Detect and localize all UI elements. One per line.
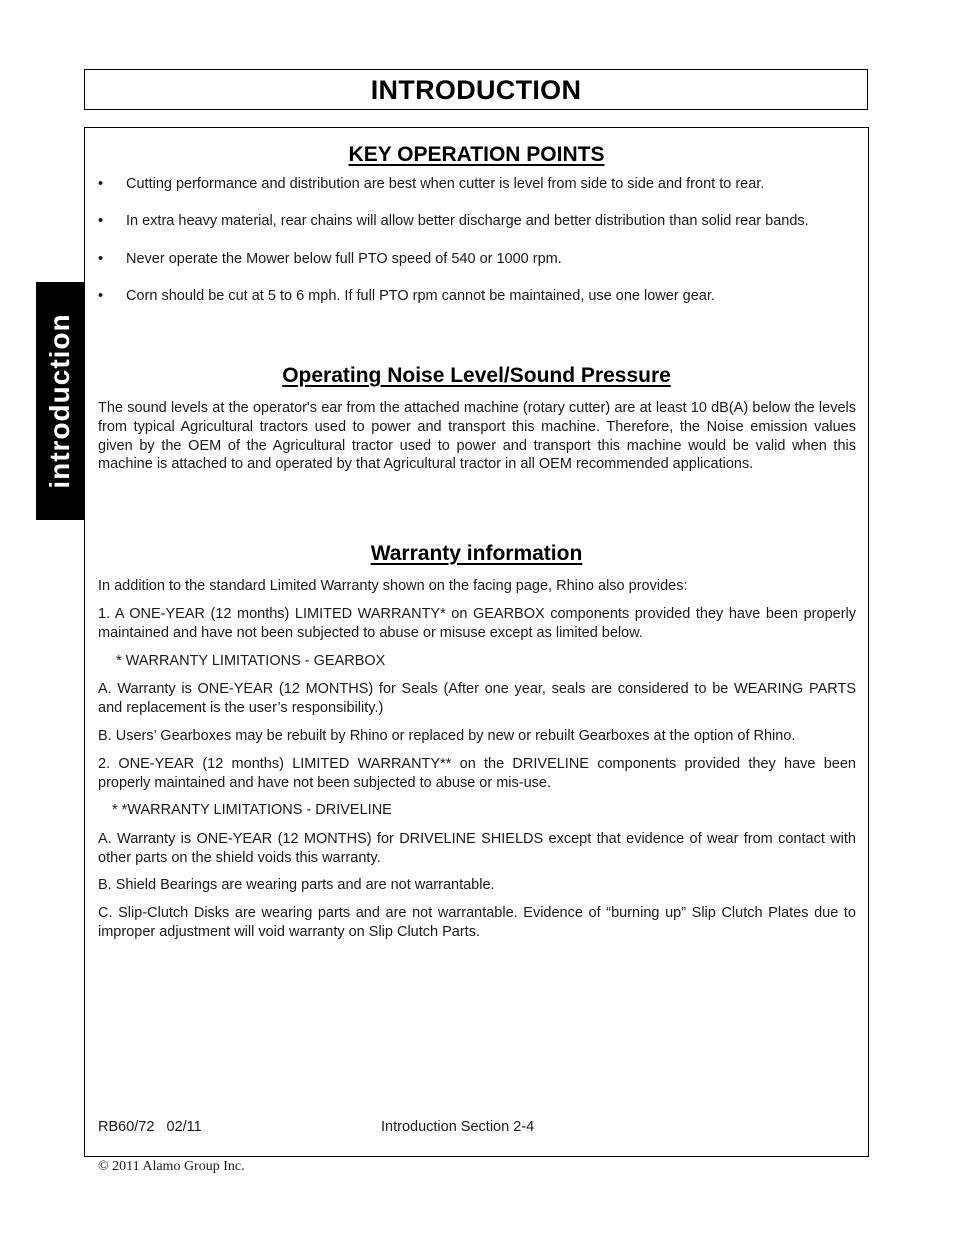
driveline-limitation-a: A. Warranty is ONE-YEAR (12 MONTHS) for DRIVELINE SHIELDS except that evidence of wear from contact with other parts on the shield voids this warranty. <box>98 831 856 866</box>
bullet-icon: • <box>98 213 104 229</box>
gearbox-limitations-title: * WARRANTY LIMITATIONS - GEARBOX <box>116 653 386 669</box>
page-title: INTRODUCTION <box>370 75 582 105</box>
driveline-limitations-title: * *WARRANTY LIMITATIONS - DRIVELINE <box>112 802 392 818</box>
content-frame <box>84 127 869 1157</box>
bullet-icon: • <box>98 251 104 267</box>
gearbox-warranty-paragraph: 1. A ONE-YEAR (12 months) LIMITED WARRANTY* on GEARBOX components provided they have been properly maintained and have not been subjected to abuse or misuse except as limited below. <box>98 606 856 641</box>
warranty-intro: In addition to the standard Limited Warranty shown on the facing page, Rhino also provides: <box>98 578 688 594</box>
key-point-text: Cutting performance and distribution are best when cutter is level from side to side and front to rear. <box>126 176 765 192</box>
gearbox-limitation-a: A. Warranty is ONE-YEAR (12 MONTHS) for Seals (After one year, seals are considered to be WEARING PARTS and replacement is the user’s responsibility.) <box>98 681 856 716</box>
noise-level-paragraph: The sound levels at the operator's ear from the attached machine (rotary cutter) are at least 10 dB(A) below the levels from typical Agricultural tractors used to power and transport this machine. Therefore, the Noise emission values given by the OEM of the Agricultural tractor used to power and transport this machine would be valid when this machine is attached to and operated by that Agricultural tractor in all OEM recommended applications. <box>98 400 856 473</box>
copyright-notice: © 2011 Alamo Group Inc. <box>98 1159 245 1174</box>
driveline-warranty-paragraph: 2. ONE-YEAR (12 months) LIMITED WARRANTY** on the DRIVELINE components provided they have been properly maintained and have not been subjected to abuse or mis-use. <box>98 756 856 791</box>
key-point-text: Never operate the Mower below full PTO speed of 540 or 1000 rpm. <box>126 251 562 267</box>
side-section-tab <box>36 282 84 520</box>
gearbox-limitation-b: B. Users’ Gearboxes may be rebuilt by Rhino or replaced by new or rebuilt Gearboxes at the option of Rhino. <box>98 728 796 744</box>
page-header <box>84 69 868 110</box>
warranty-heading: Warranty information <box>370 542 583 565</box>
bullet-icon: • <box>98 176 104 192</box>
key-point-text: Corn should be cut at 5 to 6 mph. If full PTO rpm cannot be maintained, use one lower gear. <box>126 288 715 304</box>
bullet-icon: • <box>98 288 104 304</box>
driveline-limitation-b: B. Shield Bearings are wearing parts and are not warrantable. <box>98 877 495 893</box>
key-operation-points-heading: KEY OPERATION POINTS <box>348 143 605 166</box>
driveline-limitation-c: C. Slip-Clutch Disks are wearing parts and are not warrantable. Evidence of “burning up” Slip Clutch Plates due to improper adjustment will void warranty on Slip Clutch Parts. <box>98 905 856 940</box>
noise-level-heading: Operating Noise Level/Sound Pressure <box>282 364 671 387</box>
footer-section-page: Introduction Section 2-4 <box>381 1119 535 1135</box>
side-section-tab-label: introduction <box>44 313 75 489</box>
key-point-text: In extra heavy material, rear chains will allow better discharge and better distribution than solid rear bands. <box>126 213 809 229</box>
footer-model-date: RB60/72 02/11 <box>98 1119 202 1135</box>
